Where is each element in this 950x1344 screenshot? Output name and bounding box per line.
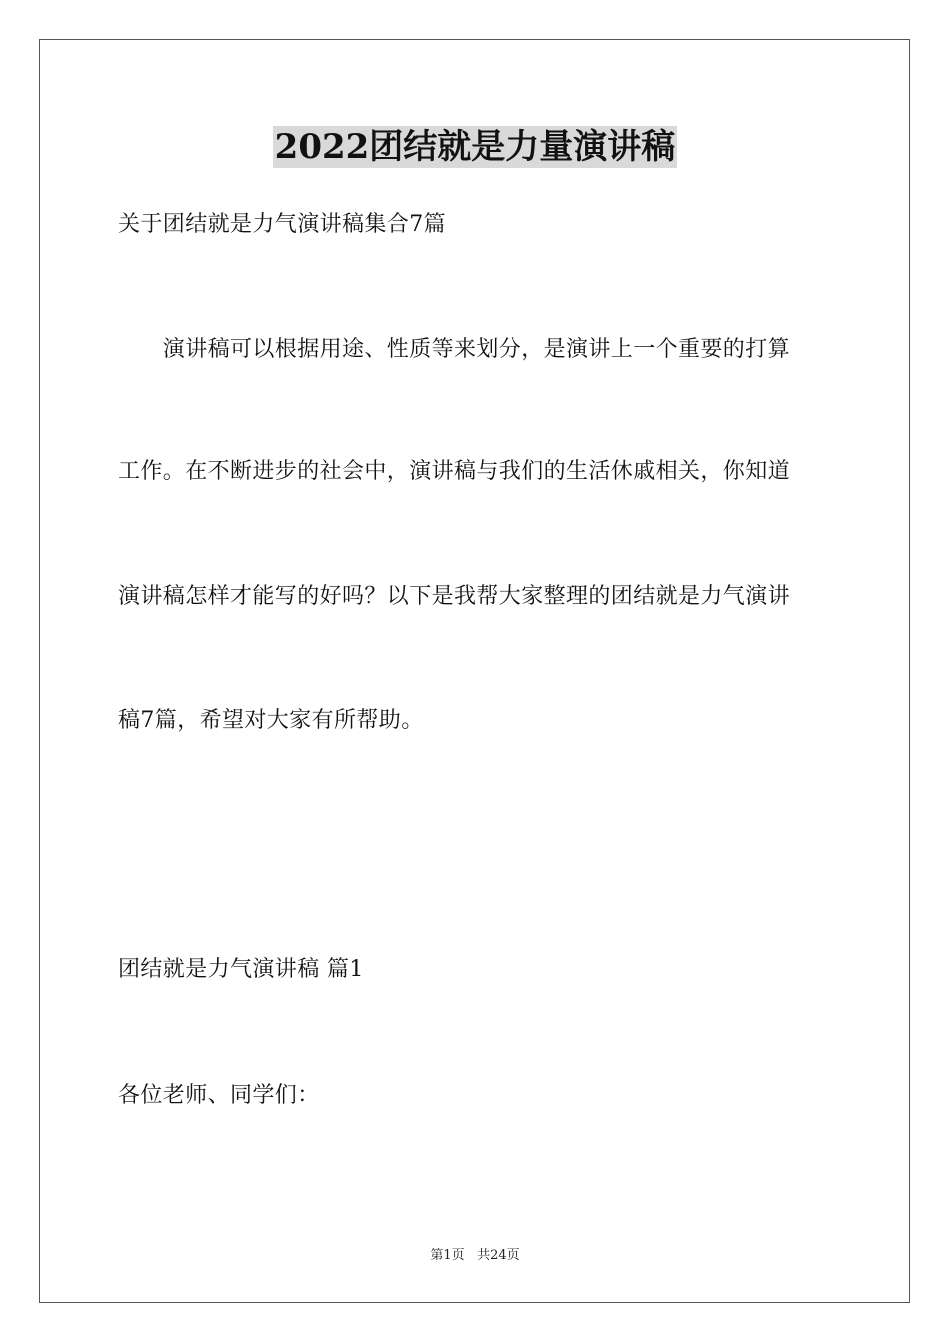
intro-line-4: 稿7篇，希望对大家有所帮助。	[118, 708, 424, 733]
intro-line-3: 演讲稿怎样才能写的好吗？以下是我帮大家整理的团结就是力气演讲	[118, 584, 791, 609]
page-number-total: 共24页	[477, 1248, 520, 1263]
document-subtitle: 关于团结就是力气演讲稿集合7篇	[118, 212, 446, 237]
intro-line-2: 工作。在不断进步的社会中，演讲稿与我们的生活休戚相关，你知道	[118, 459, 791, 484]
title-container	[0, 126, 950, 168]
intro-line-1: 演讲稿可以根据用途、性质等来划分，是演讲上一个重要的打算	[118, 337, 791, 362]
section-heading: 团结就是力气演讲稿 篇1	[118, 957, 364, 982]
greeting-text: 各位老师、同学们：	[118, 1083, 320, 1108]
document-title: 2022团结就是力量演讲稿	[274, 127, 676, 167]
page-footer	[0, 1247, 950, 1265]
page-number-current: 第1页	[430, 1248, 465, 1263]
